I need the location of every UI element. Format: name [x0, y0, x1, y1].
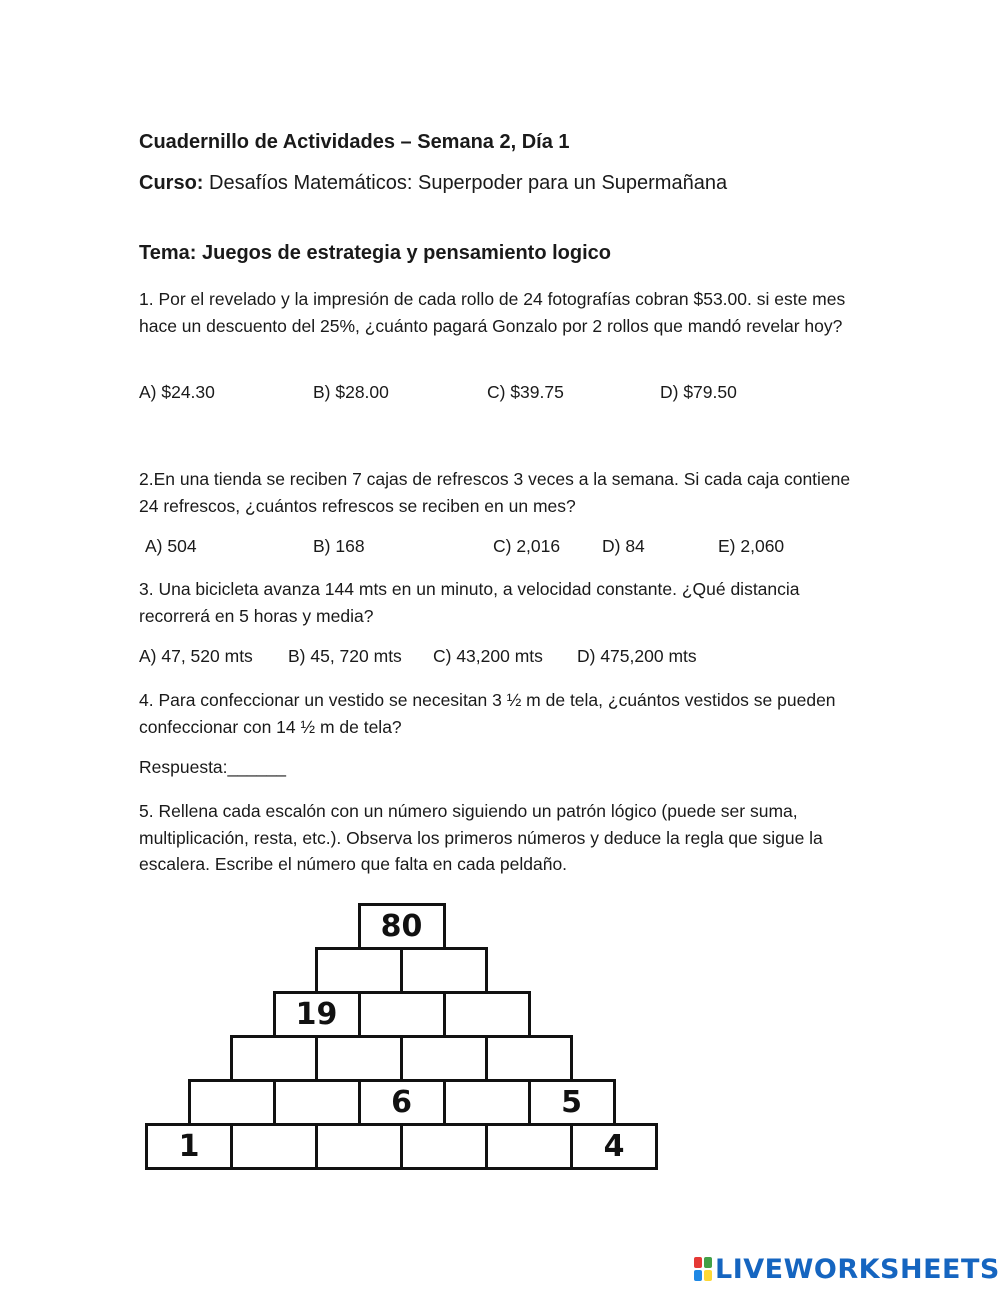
pyramid-cell[interactable] [443, 1079, 531, 1126]
pyramid-cell[interactable] [273, 1079, 361, 1126]
brand-name: LIVEWORKSHEETS [715, 1253, 1000, 1285]
pyramid-cell[interactable] [443, 991, 531, 1038]
pyramid-cell[interactable] [315, 1035, 403, 1082]
liveworksheets-logo-icon [693, 1256, 713, 1282]
liveworksheets-brand [693, 1253, 1000, 1285]
pyramid-cell: 1 [145, 1123, 233, 1170]
option-d[interactable]: D) 84 [602, 536, 645, 556]
question-2-text: 2.En una tienda se reciben 7 cajas de refrescos 3 veces a la semana. Si cada caja contiene 24 refrescos, ¿cuántos refrescos se reciben en un mes? [139, 469, 851, 516]
option-d[interactable]: D) $79.50 [660, 382, 737, 402]
pyramid-cell[interactable] [230, 1035, 318, 1082]
topic-heading: Tema: Juegos de estrategia y pensamiento logico [139, 242, 611, 264]
option-c[interactable]: C) 43,200 mts [433, 646, 543, 666]
pyramid-cell[interactable] [400, 1123, 488, 1170]
question-3-text: 3. Una bicicleta avanza 144 mts en un minuto, a velocidad constante. ¿Qué distancia recorrerá en 5 horas y media? [139, 579, 800, 626]
pyramid-cell: 19 [273, 991, 361, 1038]
course-line [139, 172, 727, 195]
option-d[interactable]: D) 475,200 mts [577, 646, 697, 666]
option-b[interactable]: B) 45, 720 mts [288, 646, 402, 666]
question-5-text: 5. Rellena cada escalón con un número siguiendo un patrón lógico (puede ser suma, multiplicación, resta, etc.). Observa los primeros números y deduce la regla que sigue la escalera. Escribe el número que falta en cada peldaño. [139, 801, 823, 874]
option-a[interactable]: A) 504 [145, 536, 197, 556]
number-pyramid [145, 903, 675, 1175]
course-value: Desafíos Matemáticos: Superpoder para un Supermañana [203, 172, 728, 194]
option-e[interactable]: E) 2,060 [718, 536, 785, 556]
logo-square [704, 1270, 712, 1281]
course-label: Curso: [139, 172, 204, 194]
logo-square [694, 1270, 702, 1281]
question-1-options [139, 382, 869, 406]
pyramid-cell[interactable] [485, 1035, 573, 1082]
answer-blank[interactable]: Respuesta:______ [139, 757, 286, 777]
pyramid-cell[interactable] [485, 1123, 573, 1170]
pyramid-cell[interactable] [315, 1123, 403, 1170]
question-4-answer[interactable] [139, 757, 869, 781]
question-3-options [139, 646, 869, 670]
question-4-text: 4. Para confeccionar un vestido se necesitan 3 ½ m de tela, ¿cuántos vestidos se pueden confeccionar con 14 ½ m de tela? [139, 690, 836, 737]
pyramid-cell[interactable] [315, 947, 403, 994]
pyramid-cell: 5 [528, 1079, 616, 1126]
logo-square [694, 1257, 702, 1268]
pyramid-cell[interactable] [400, 1035, 488, 1082]
question-2-options [139, 536, 869, 560]
question-1-text: 1. Por el revelado y la impresión de cada rollo de 24 fotografías cobran $53.00. si este mes hace un descuento del 25%, ¿cuánto pagará Gonzalo por 2 rollos que mandó revelar hoy? [139, 289, 846, 336]
pyramid-cell: 6 [358, 1079, 446, 1126]
pyramid-cell: 80 [358, 903, 446, 950]
logo-square [704, 1257, 712, 1268]
pyramid-cell[interactable] [400, 947, 488, 994]
pyramid-cell[interactable] [188, 1079, 276, 1126]
worksheet-title: Cuadernillo de Actividades – Semana 2, Día 1 [139, 131, 570, 153]
option-c[interactable]: C) $39.75 [487, 382, 564, 402]
pyramid-cell[interactable] [230, 1123, 318, 1170]
option-a[interactable]: A) $24.30 [139, 382, 215, 402]
pyramid-cell[interactable] [358, 991, 446, 1038]
pyramid-cell: 4 [570, 1123, 658, 1170]
option-c[interactable]: C) 2,016 [493, 536, 561, 556]
option-b[interactable]: B) 168 [313, 536, 365, 556]
option-a[interactable]: A) 47, 520 mts [139, 646, 253, 666]
option-b[interactable]: B) $28.00 [313, 382, 389, 402]
